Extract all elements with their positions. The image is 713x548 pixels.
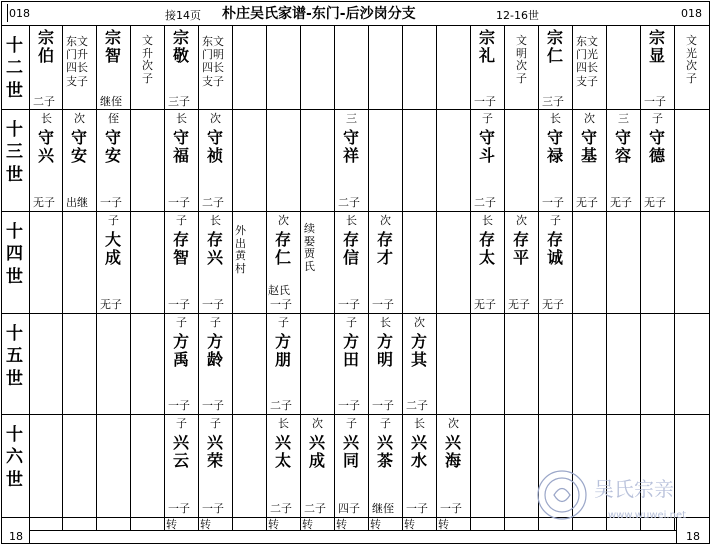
- branch-note-char: 子: [142, 71, 153, 85]
- generation-char: 六: [6, 447, 23, 468]
- rank-label: 长: [414, 417, 425, 430]
- continue-mark: 转: [302, 518, 313, 531]
- ancestor-name: [105, 29, 121, 66]
- spouse-note: 赵氏: [268, 284, 290, 297]
- person-name: [71, 129, 87, 166]
- ancestor-name: [479, 29, 495, 66]
- person-name-char: 龄: [207, 350, 224, 370]
- rank-label: 子: [346, 316, 357, 329]
- person-note: 一子: [338, 298, 360, 311]
- generation-char: 世: [6, 80, 23, 101]
- person-name-char: 兴: [445, 433, 462, 452]
- person-note: 一子: [406, 502, 428, 515]
- person-note: 无子: [508, 298, 530, 311]
- ancestor-name-char: 礼: [479, 46, 496, 66]
- branch-note-line: 东文: [66, 35, 88, 48]
- page-number-right: 18: [686, 530, 700, 543]
- rank-label: 次: [380, 214, 391, 227]
- person-name-char: 德: [649, 146, 666, 166]
- person-name-char: 田: [343, 350, 360, 370]
- person-name-char: 方: [275, 332, 292, 351]
- person-note: 一子: [168, 196, 190, 209]
- person-note: 一子: [202, 502, 224, 515]
- page-title: 朴庄吴氏家谱-东门-后沙岗分支: [222, 6, 416, 22]
- person-name-char: 其: [411, 350, 428, 370]
- person-name: [207, 231, 223, 268]
- connect-note: 接14页: [165, 9, 201, 22]
- person-name-char: 兴: [38, 146, 55, 166]
- emigration-note-char: 外: [235, 224, 246, 237]
- continue-mark: 转: [268, 518, 279, 531]
- rank-label: 次: [448, 417, 459, 430]
- page-number-left: 18: [9, 530, 23, 543]
- branch-note-char: 文: [142, 34, 153, 47]
- continue-mark: 转: [336, 518, 347, 531]
- rank-label: 次: [210, 112, 221, 125]
- emigration-note-char: 村: [235, 261, 246, 275]
- person-name-char: 方: [377, 332, 394, 351]
- person-name-char: 存: [207, 230, 224, 249]
- person-name: [309, 434, 325, 471]
- person-note: 无子: [576, 196, 598, 209]
- person-name-char: 同: [343, 451, 360, 471]
- remarriage-note-char: 氏: [304, 259, 315, 273]
- person-name-char: 斗: [479, 146, 496, 166]
- branch-note-char: 次: [142, 59, 153, 73]
- person-note: 一子: [168, 502, 190, 515]
- person-name-char: 禹: [173, 350, 190, 370]
- person-note: 一子: [338, 399, 360, 412]
- person-note: 无子: [610, 196, 632, 209]
- person-name: [343, 129, 359, 166]
- ancestor-note: 一子: [644, 95, 666, 108]
- person-name: [343, 231, 359, 268]
- person-name: [377, 434, 393, 471]
- rank-label: 子: [210, 316, 221, 329]
- person-name: [275, 333, 291, 370]
- person-name-char: 诚: [547, 248, 564, 268]
- person-name-char: 福: [173, 146, 190, 166]
- person-name-char: 守: [38, 128, 55, 147]
- rank-label: 子: [210, 417, 221, 430]
- person-name-char: 禄: [547, 146, 564, 166]
- generation-label: [6, 35, 23, 102]
- person-name: [38, 129, 54, 166]
- branch-note-line: 支子: [202, 74, 224, 88]
- generation-label: [6, 221, 23, 288]
- person-name: [615, 129, 631, 166]
- generation-char: 世: [6, 368, 23, 389]
- person-name: [377, 333, 393, 370]
- rank-label: 长: [278, 417, 289, 430]
- person-name-char: 兴: [275, 433, 292, 452]
- person-name-char: 兴: [173, 433, 190, 452]
- ancestor-name-char: 仁: [547, 46, 564, 66]
- person-note: 无子: [474, 298, 496, 311]
- person-name: [173, 129, 189, 166]
- rank-label: 子: [346, 417, 357, 430]
- person-name-char: 容: [615, 146, 632, 166]
- generation-char: 十: [6, 36, 23, 56]
- branch-note: [202, 35, 224, 88]
- ancestor-note: 二子: [33, 95, 55, 108]
- person-name-char: 守: [479, 128, 496, 147]
- ancestor-note: 继侄: [100, 95, 122, 108]
- person-name-char: 存: [513, 230, 530, 249]
- person-name-char: 存: [547, 230, 564, 249]
- person-note: 一子: [168, 399, 190, 412]
- person-name-char: 明: [377, 350, 394, 370]
- ancestor-name-char: 智: [105, 46, 122, 66]
- person-name: [207, 434, 223, 471]
- person-note: 无子: [644, 196, 666, 209]
- person-name-char: 祥: [343, 146, 360, 166]
- watermark-url: www.wuwei.net: [608, 510, 687, 521]
- ancestor-name-char: 宗: [649, 28, 666, 47]
- branch-note-char: 光: [686, 46, 697, 60]
- rank-label: 子: [652, 112, 663, 125]
- ancestor-note: 三子: [542, 95, 564, 108]
- person-name-char: 安: [105, 146, 122, 166]
- rank-label: 子: [380, 417, 391, 430]
- person-note: 一子: [270, 298, 292, 311]
- rank-label: 长: [482, 214, 493, 227]
- person-note: 一子: [372, 298, 394, 311]
- branch-note-line: 门升: [66, 48, 88, 62]
- rank-label: 次: [312, 417, 323, 430]
- person-name-char: 太: [275, 451, 292, 471]
- person-name-char: 仁: [275, 248, 292, 268]
- branch-note-char: 子: [686, 71, 697, 85]
- continue-mark: 转: [438, 518, 449, 531]
- person-name-char: 云: [173, 451, 190, 471]
- generation-label: [6, 323, 23, 390]
- person-note: 一子: [202, 399, 224, 412]
- branch-note-char: 升: [142, 46, 153, 60]
- person-note: 无子: [542, 298, 564, 311]
- rank-label: 长: [210, 214, 221, 227]
- person-name-char: 方: [207, 332, 224, 351]
- generation-char: 十: [6, 120, 23, 140]
- person-name: [547, 129, 563, 166]
- person-name-char: 存: [479, 230, 496, 249]
- person-name-char: 守: [173, 128, 190, 147]
- continue-mark: 转: [166, 518, 177, 531]
- person-name: [173, 333, 189, 370]
- remarriage-note-char: 贾: [304, 247, 315, 261]
- ancestor-name-char: 显: [649, 46, 666, 66]
- person-name-char: 方: [173, 332, 190, 351]
- person-note: 二子: [474, 196, 496, 209]
- branch-note-char: 文: [686, 34, 697, 47]
- emigration-note: [235, 225, 246, 276]
- person-name-char: 才: [377, 248, 394, 268]
- person-name-char: 兴: [207, 248, 224, 268]
- emigration-note-char: 出: [235, 236, 246, 250]
- generation-char: 世: [6, 266, 23, 287]
- generation-label: [6, 424, 23, 491]
- person-name-char: 守: [581, 128, 598, 147]
- rank-label: 长: [380, 316, 391, 329]
- rank-label: 子: [176, 214, 187, 227]
- branch-note-line: 支子: [66, 74, 88, 88]
- remarriage-note-char: 娶: [304, 234, 315, 248]
- rank-label: 子: [550, 214, 561, 227]
- rank-label: 三: [618, 112, 629, 125]
- branch-note-line: 四长: [202, 61, 224, 75]
- person-name-char: 太: [479, 248, 496, 268]
- person-note: 二子: [304, 502, 326, 515]
- emigration-note-char: 黄: [235, 249, 246, 263]
- person-name-char: 守: [649, 128, 666, 147]
- person-name-char: 存: [275, 230, 292, 249]
- person-name: [377, 231, 393, 268]
- rank-label: 子: [108, 214, 119, 227]
- person-name-char: 大: [105, 230, 122, 249]
- page-code-left: 018: [9, 7, 30, 20]
- person-name-char: 平: [513, 248, 530, 268]
- person-note: 一子: [202, 298, 224, 311]
- person-note: 一子: [542, 196, 564, 209]
- person-name-char: 守: [105, 128, 122, 147]
- page-code-right: 018: [681, 7, 702, 20]
- ancestor-name-char: 宗: [479, 28, 496, 47]
- rank-label: 长: [176, 112, 187, 125]
- generation-char: 二: [6, 58, 23, 79]
- person-name-char: 祯: [207, 146, 224, 166]
- person-note: 一子: [440, 502, 462, 515]
- generation-char: 十: [6, 324, 23, 344]
- person-name-char: 方: [411, 332, 428, 351]
- ancestor-name-char: 伯: [38, 46, 55, 66]
- person-name: [207, 333, 223, 370]
- branch-note-char: 明: [516, 46, 527, 60]
- rank-label: 子: [176, 316, 187, 329]
- rank-label: 侄: [108, 112, 119, 125]
- person-name: [445, 434, 461, 471]
- person-name: [581, 129, 597, 166]
- branch-note: [686, 35, 697, 86]
- person-name-char: 存: [173, 230, 190, 249]
- generation-char: 三: [6, 142, 23, 163]
- ancestor-name-char: 宗: [173, 28, 190, 47]
- person-name: [649, 129, 665, 166]
- branch-note-line: 门光: [576, 48, 598, 62]
- person-name-char: 水: [411, 451, 428, 471]
- continue-mark: 转: [404, 518, 415, 531]
- person-name: [411, 333, 427, 370]
- person-name-char: 荣: [207, 451, 224, 471]
- generation-char: 世: [6, 469, 23, 490]
- person-name: [173, 231, 189, 268]
- rank-label: 次: [278, 214, 289, 227]
- ancestor-name: [173, 29, 189, 66]
- person-name-char: 方: [343, 332, 360, 351]
- generation-char: 五: [6, 346, 23, 367]
- person-name-char: 守: [71, 128, 88, 147]
- generation-char: 十: [6, 425, 23, 445]
- branch-note: [516, 35, 527, 86]
- person-name-char: 兴: [377, 433, 394, 452]
- remarriage-note: [304, 223, 315, 274]
- rank-label: 次: [516, 214, 527, 227]
- person-note: 继侄: [372, 502, 394, 515]
- person-name: [343, 333, 359, 370]
- rank-label: 子: [278, 316, 289, 329]
- person-name-char: 兴: [411, 433, 428, 452]
- person-name: [105, 129, 121, 166]
- person-name-char: 守: [615, 128, 632, 147]
- person-name: [105, 231, 121, 268]
- person-note: 一子: [100, 196, 122, 209]
- person-name-char: 存: [377, 230, 394, 249]
- branch-note-line: 四长: [576, 61, 598, 75]
- ancestor-name: [547, 29, 563, 66]
- branch-note-line: 门明: [202, 48, 224, 62]
- person-note: 四子: [338, 502, 360, 515]
- branch-note: [142, 35, 153, 86]
- person-name: [479, 129, 495, 166]
- rank-label: 长: [346, 214, 357, 227]
- person-name: [411, 434, 427, 471]
- continue-mark: 转: [370, 518, 381, 531]
- person-name-char: 安: [71, 146, 88, 166]
- person-name-char: 基: [581, 146, 598, 166]
- ancestor-name-char: 宗: [105, 28, 122, 47]
- generation-char: 世: [6, 164, 23, 185]
- ancestor-name: [649, 29, 665, 66]
- person-note: 一子: [168, 298, 190, 311]
- branch-note: [576, 35, 598, 88]
- person-name-char: 成: [105, 248, 122, 268]
- branch-note-line: 东文: [202, 35, 224, 48]
- rank-label: 三: [346, 112, 357, 125]
- person-name-char: 存: [343, 230, 360, 249]
- watermark-text: 吴氏宗亲: [594, 477, 674, 501]
- rank-label: 次: [74, 112, 85, 125]
- branch-note-line: 东文: [576, 35, 598, 48]
- rank-label: 次: [414, 316, 425, 329]
- ancestor-name-char: 宗: [38, 28, 55, 47]
- person-name: [207, 129, 223, 166]
- person-name: [513, 231, 529, 268]
- branch-note-char: 次: [686, 59, 697, 73]
- person-name-char: 海: [445, 451, 462, 471]
- person-name-char: 成: [309, 451, 326, 471]
- rank-label: 长: [41, 112, 52, 125]
- branch-note-char: 文: [516, 34, 527, 47]
- ancestor-name-char: 宗: [547, 28, 564, 47]
- branch-note-line: 支子: [576, 74, 598, 88]
- branch-note-line: 四长: [66, 61, 88, 75]
- generation-char: 十: [6, 222, 23, 242]
- watermark-logo: [532, 462, 707, 528]
- person-name: [343, 434, 359, 471]
- ancestor-note: 一子: [474, 95, 496, 108]
- rank-label: 子: [176, 417, 187, 430]
- ancestor-note: 三子: [168, 95, 190, 108]
- person-name-char: 守: [547, 128, 564, 147]
- person-note: 二子: [270, 502, 292, 515]
- person-note: 二子: [338, 196, 360, 209]
- generation-char: 四: [6, 244, 23, 265]
- generation-label: [6, 119, 23, 186]
- person-name-char: 信: [343, 248, 360, 268]
- rank-label: 长: [550, 112, 561, 125]
- person-name: [275, 434, 291, 471]
- remarriage-note-char: 续: [304, 222, 315, 235]
- person-name-char: 守: [343, 128, 360, 147]
- branch-note-char: 子: [516, 71, 527, 85]
- person-note: 二子: [406, 399, 428, 412]
- person-note: 一子: [372, 399, 394, 412]
- person-name-char: 兴: [309, 433, 326, 452]
- person-note: 无子: [33, 196, 55, 209]
- branch-note-char: 次: [516, 59, 527, 73]
- person-name-char: 兴: [343, 433, 360, 452]
- person-name-char: 守: [207, 128, 224, 147]
- person-name-char: 智: [173, 248, 190, 268]
- ancestor-name-char: 敬: [173, 46, 190, 66]
- person-note: 二子: [270, 399, 292, 412]
- person-name: [479, 231, 495, 268]
- continue-mark: 转: [200, 518, 211, 531]
- person-name: [547, 231, 563, 268]
- generation-range: 12-16世: [496, 9, 539, 22]
- person-note: 无子: [100, 298, 122, 311]
- rank-label: 次: [584, 112, 595, 125]
- ancestor-name: [38, 29, 54, 66]
- person-name: [173, 434, 189, 471]
- person-note: 出继: [66, 196, 88, 209]
- person-name-char: 茶: [377, 451, 394, 471]
- branch-note: [66, 35, 88, 88]
- person-name: [275, 231, 291, 268]
- person-name-char: 朋: [275, 350, 292, 370]
- rank-label: 子: [482, 112, 493, 125]
- person-name-char: 兴: [207, 433, 224, 452]
- person-note: 二子: [202, 196, 224, 209]
